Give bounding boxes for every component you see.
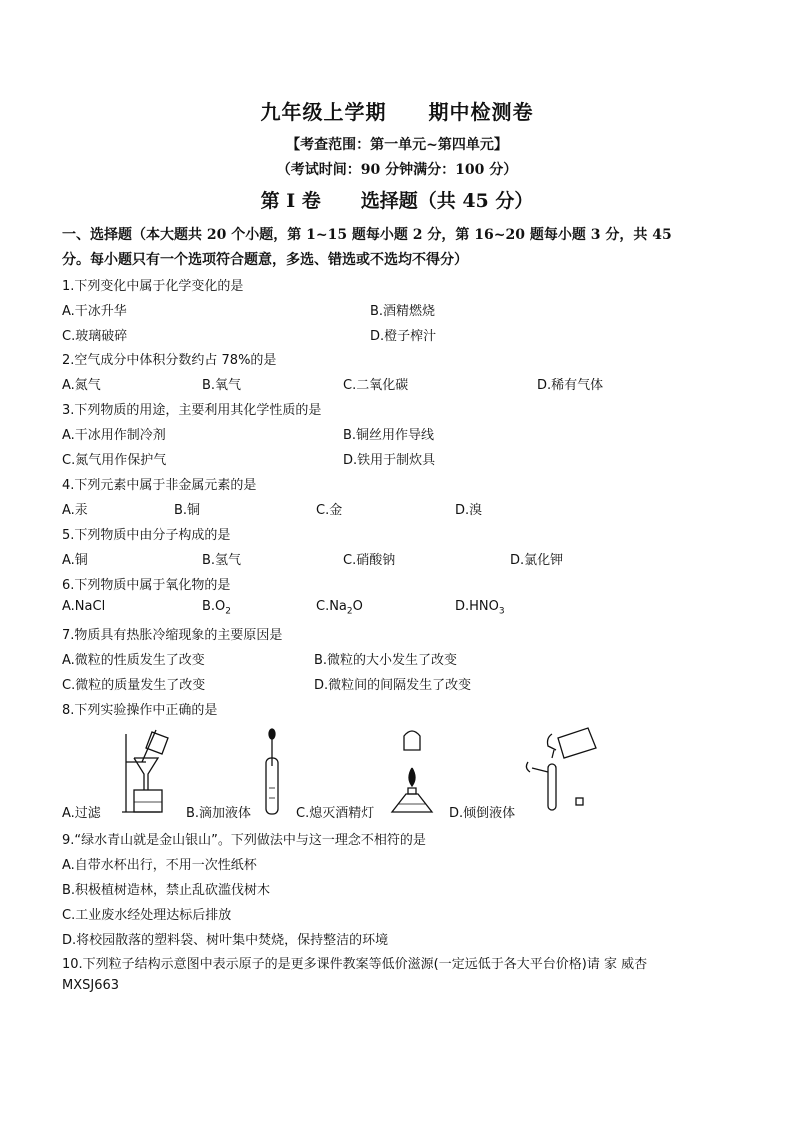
- option-d: D.铁用于制炊具: [343, 453, 436, 468]
- question-stem: 2.空气成分中体积分数约占 78%的是: [62, 353, 277, 368]
- question-stem: 6.下列物质中属于氧化物的是: [62, 578, 231, 593]
- question-stem: 3.下列物质的用途，主要利用其化学性质的是: [62, 403, 322, 418]
- option-c: C.氮气用作保护气: [62, 453, 167, 468]
- option-a: A.NaCl: [62, 599, 106, 614]
- option-c: C.玻璃破碎: [62, 329, 128, 344]
- alcohol-lamp-figure: [388, 728, 438, 818]
- option-a: A.氮气: [62, 378, 101, 393]
- option-d: D.稀有气体: [537, 378, 604, 393]
- option-b: B.氧气: [202, 378, 242, 393]
- option-d: D.氯化钾: [510, 553, 564, 568]
- section-title: 选择题（共 45 分）: [360, 190, 534, 212]
- option-c: C.硝酸钠: [343, 553, 396, 568]
- option-d: D.微粒间的间隔发生了改变: [314, 678, 472, 693]
- option-a: A.过滤: [62, 806, 101, 821]
- option-d: $D.HNO_3$: [455, 599, 505, 617]
- question-stem: 9.“绿水青山就是金山银山”。下列做法中与这一理念不相符的是: [62, 833, 426, 848]
- question-stem: 1.下列变化中属于化学变化的是: [62, 279, 244, 294]
- option-c: C.工业废水经处理达标后排放: [62, 908, 232, 923]
- option-c: $C.Na_2O$: [316, 599, 363, 617]
- title-exam: 期中检测卷: [428, 100, 534, 124]
- section-number: 第 I 卷: [260, 190, 321, 212]
- dropper-figure: [260, 728, 284, 816]
- exam-scope: 【考查范围：第一单元~第四单元】: [286, 137, 508, 153]
- exam-title: [0, 96, 794, 125]
- question-stem: 10.下列粒子结构示意图中表示原子的是更多课件教案等低价滋源(一定远低于各大平台价格)请 家 威杏: [62, 957, 648, 972]
- title-grade: 九年级上学期: [260, 100, 387, 124]
- option-b: B.铜丝用作导线: [343, 428, 435, 443]
- option-a: A.汞: [62, 503, 88, 518]
- option-b: B.微粒的大小发生了改变: [314, 653, 458, 668]
- option-b: B.铜: [174, 503, 201, 518]
- pouring-liquid-figure: [518, 724, 598, 816]
- option-b: $B.O_2$: [202, 599, 232, 617]
- option-d: D.溴: [455, 503, 483, 518]
- option-a: A.微粒的性质发生了改变: [62, 653, 205, 668]
- option-b: B.积极植树造林，禁止乱砍滥伐树木: [62, 883, 271, 898]
- question-stem: 5.下列物质中由分子构成的是: [62, 528, 231, 543]
- option-b: B.氢气: [202, 553, 242, 568]
- instructions-line-1: 一、选择题（本大题共 20 个小题，第 1~15 题每小题 2 分，第 16~20 题每小题 3 分，共 45: [62, 227, 672, 243]
- option-d: D.橙子榨汁: [370, 329, 437, 344]
- exam-time: （考试时间：90 分钟满分：100 分）: [276, 162, 518, 178]
- option-a: A.干冰用作制冷剂: [62, 428, 166, 443]
- footer-code: MXSJ663: [62, 978, 120, 993]
- option-d: D.倾倒液体: [449, 806, 516, 821]
- option-a: A.自带水杯出行，不用一次性纸杯: [62, 858, 257, 873]
- option-a: A.干冰升华: [62, 304, 127, 319]
- option-c: C.熄灭酒精灯: [296, 806, 375, 821]
- option-c: C.微粒的质量发生了改变: [62, 678, 206, 693]
- option-b: B.滴加液体: [186, 806, 252, 821]
- option-d: D.将校园散落的塑料袋、树叶集中焚烧，保持整洁的环境: [62, 933, 389, 948]
- option-c: C.二氧化碳: [343, 378, 409, 393]
- instructions-line-2: 分。每小题只有一个选项符合题意，多选、错选或不选均不得分）: [62, 252, 468, 268]
- option-b: B.酒精燃烧: [370, 304, 436, 319]
- filtration-apparatus-figure: [112, 728, 174, 814]
- option-c: C.金: [316, 503, 343, 518]
- question-stem: 7.物质具有热胀冷缩现象的主要原因是: [62, 628, 283, 643]
- option-a: A.铜: [62, 553, 88, 568]
- question-stem: 4.下列元素中属于非金属元素的是: [62, 478, 257, 493]
- question-stem: 8.下列实验操作中正确的是: [62, 703, 218, 718]
- section-heading: [0, 186, 794, 213]
